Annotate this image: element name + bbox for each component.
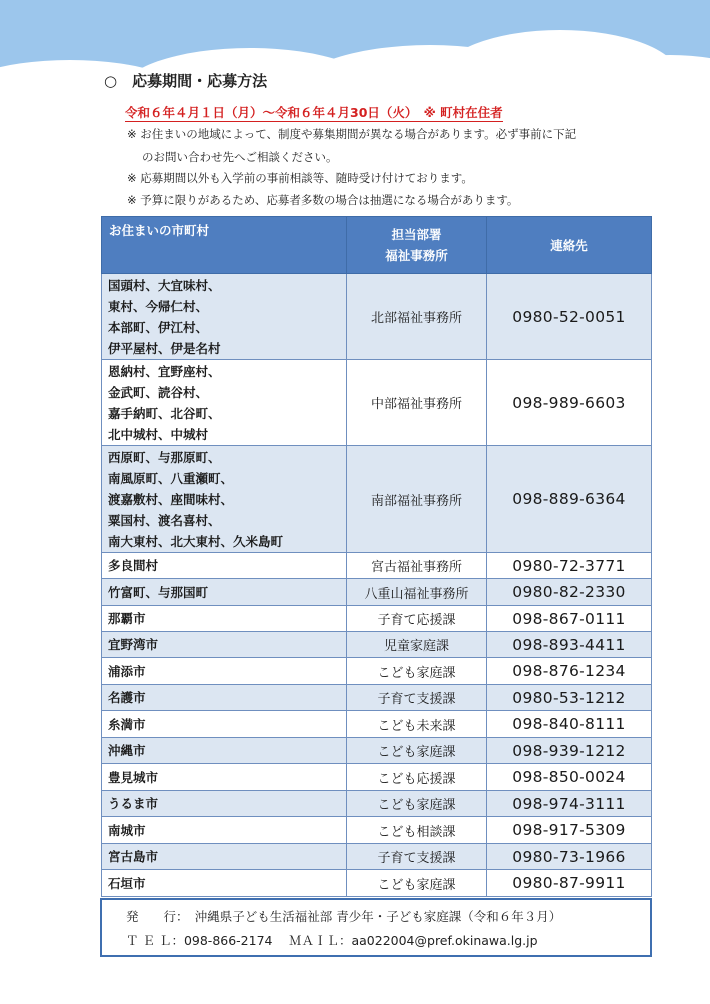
area-line: 沖縄市 bbox=[108, 743, 146, 758]
cell-phone: 098-867-0111 bbox=[487, 606, 652, 632]
cell-area bbox=[102, 658, 347, 685]
cell-phone: 0980-82-2330 bbox=[487, 579, 652, 606]
cell-phone: 098-876-1234 bbox=[487, 658, 652, 685]
cell-phone: 0980-73-1966 bbox=[487, 844, 652, 870]
cell-phone: 0980-53-1212 bbox=[487, 685, 652, 711]
table-row bbox=[102, 685, 652, 711]
area-line: 西原町、与那原町、 bbox=[108, 450, 221, 465]
area-line: 那覇市 bbox=[108, 611, 146, 626]
section-heading: ○ 応募期間・応募方法 bbox=[104, 72, 268, 90]
cell-phone: 098-989-6603 bbox=[487, 360, 652, 446]
cell-office: 子育て支援課 bbox=[347, 844, 487, 870]
cell-office: こども家庭課 bbox=[347, 738, 487, 764]
note-1: ※ お住まいの地域によって、制度や募集期間が異なる場合があります。必ず事前に下記 bbox=[127, 127, 577, 141]
table-row bbox=[102, 870, 652, 897]
table-row bbox=[102, 360, 652, 446]
publisher-footer bbox=[100, 898, 652, 957]
application-period: 令和６年４月１日（月）～令和６年４月30日（火） ※ 町村在住者 bbox=[125, 105, 503, 120]
table-row bbox=[102, 446, 652, 553]
cell-office: こども家庭課 bbox=[347, 870, 487, 897]
cell-area bbox=[102, 738, 347, 764]
cell-phone: 098-939-1212 bbox=[487, 738, 652, 764]
area-line: 宜野湾市 bbox=[108, 637, 159, 652]
area-line: 南大東村、北大東村、久米島町 bbox=[108, 534, 284, 549]
area-line: 東村、今帰仁村、 bbox=[108, 299, 209, 314]
area-line: 多良間村 bbox=[108, 558, 159, 573]
area-line: 宮古島市 bbox=[108, 849, 159, 864]
cell-phone: 0980-52-0051 bbox=[487, 274, 652, 360]
footer-contact: Ｔ Ｅ Ｌ：098-866-2174 ＭＡＩＬ：aa022004@pref.okinawa.lg.jp bbox=[126, 933, 538, 948]
cell-office: 子育て応援課 bbox=[347, 606, 487, 632]
cell-area bbox=[102, 844, 347, 870]
table-row bbox=[102, 817, 652, 844]
table-row bbox=[102, 632, 652, 658]
area-line: 粟国村、渡名喜村、 bbox=[108, 513, 221, 528]
cell-phone: 0980-72-3771 bbox=[487, 553, 652, 579]
header-phone: 連絡先 bbox=[487, 217, 652, 274]
cell-office: こども相談課 bbox=[347, 817, 487, 844]
area-line: 国頭村、大宜味村、 bbox=[108, 278, 221, 293]
cell-area bbox=[102, 446, 347, 553]
cell-area bbox=[102, 791, 347, 817]
area-line: 北中城村、中城村 bbox=[108, 427, 209, 442]
area-line: 南城市 bbox=[108, 822, 146, 838]
area-line: 本部町、伊江村、 bbox=[108, 320, 209, 335]
area-line: 恩納村、宜野座村、 bbox=[108, 364, 221, 379]
table-row bbox=[102, 606, 652, 632]
contacts-table bbox=[101, 216, 652, 897]
cloud-shape bbox=[0, 85, 710, 165]
table-row bbox=[102, 711, 652, 738]
area-line: うるま市 bbox=[108, 796, 159, 811]
cell-area bbox=[102, 360, 347, 446]
cell-office: こども家庭課 bbox=[347, 658, 487, 685]
cell-office: 宮古福祉事務所 bbox=[347, 553, 487, 579]
header-office bbox=[347, 217, 487, 274]
table-row bbox=[102, 274, 652, 360]
note-2: ※ 応募期間以外も入学前の事前相談等、随時受け付けております。 bbox=[127, 171, 473, 185]
cell-phone: 098-974-3111 bbox=[487, 791, 652, 817]
area-line: 石垣市 bbox=[108, 875, 146, 891]
table-header-row bbox=[102, 217, 652, 274]
area-line: 南風原町、八重瀬町、 bbox=[108, 471, 234, 486]
cell-office: こども未来課 bbox=[347, 711, 487, 738]
table-row bbox=[102, 764, 652, 791]
area-line: 渡嘉敷村、座間味村、 bbox=[108, 492, 234, 507]
cell-phone: 098-893-4411 bbox=[487, 632, 652, 658]
cell-phone: 098-917-5309 bbox=[487, 817, 652, 844]
table-row bbox=[102, 844, 652, 870]
cell-office: こども家庭課 bbox=[347, 791, 487, 817]
table-row bbox=[102, 579, 652, 606]
cell-office: 児童家庭課 bbox=[347, 632, 487, 658]
cell-area bbox=[102, 553, 347, 579]
area-line: 嘉手納町、北谷町、 bbox=[108, 406, 221, 421]
contacts-table-body bbox=[102, 274, 652, 897]
area-line: 糸満市 bbox=[108, 716, 146, 732]
cell-office: 北部福祉事務所 bbox=[347, 274, 487, 360]
cell-area bbox=[102, 685, 347, 711]
table-row bbox=[102, 553, 652, 579]
cell-area bbox=[102, 870, 347, 897]
footer-publisher: 発 行： 沖縄県子ども生活福祉部 青少年・子ども家庭課（令和６年３月） bbox=[126, 909, 562, 924]
cell-office: 八重山福祉事務所 bbox=[347, 579, 487, 606]
cell-area bbox=[102, 764, 347, 791]
cell-phone: 098-850-0024 bbox=[487, 764, 652, 791]
table-row bbox=[102, 658, 652, 685]
cell-office: 子育て支援課 bbox=[347, 685, 487, 711]
cell-area bbox=[102, 632, 347, 658]
header-area: お住まいの市町村 bbox=[102, 217, 347, 274]
cell-area bbox=[102, 711, 347, 738]
cell-area bbox=[102, 817, 347, 844]
area-line: 伊平屋村、伊是名村 bbox=[108, 341, 221, 356]
cell-office: 中部福祉事務所 bbox=[347, 360, 487, 446]
area-line: 竹富町、与那国町 bbox=[108, 584, 209, 600]
cell-area bbox=[102, 606, 347, 632]
cell-office: 南部福祉事務所 bbox=[347, 446, 487, 553]
note-3: ※ 予算に限りがあるため、応募者多数の場合は抽選になる場合があります。 bbox=[127, 193, 519, 207]
cell-area bbox=[102, 274, 347, 360]
area-line: 名護市 bbox=[108, 690, 146, 705]
area-line: 浦添市 bbox=[108, 663, 146, 679]
cell-area bbox=[102, 579, 347, 606]
table-row bbox=[102, 738, 652, 764]
header-office-line2: 福祉事務所 bbox=[385, 248, 448, 263]
cell-phone: 098-840-8111 bbox=[487, 711, 652, 738]
cell-phone: 098-889-6364 bbox=[487, 446, 652, 553]
cell-phone: 0980-87-9911 bbox=[487, 870, 652, 897]
table-row bbox=[102, 791, 652, 817]
area-line: 豊見城市 bbox=[108, 769, 159, 785]
cell-office: こども応援課 bbox=[347, 764, 487, 791]
area-line: 金武町、読谷村、 bbox=[108, 385, 209, 400]
note-1-continued: のお問い合わせ先へご相談ください。 bbox=[142, 150, 338, 164]
header-office-line1: 担当部署 bbox=[391, 227, 442, 242]
